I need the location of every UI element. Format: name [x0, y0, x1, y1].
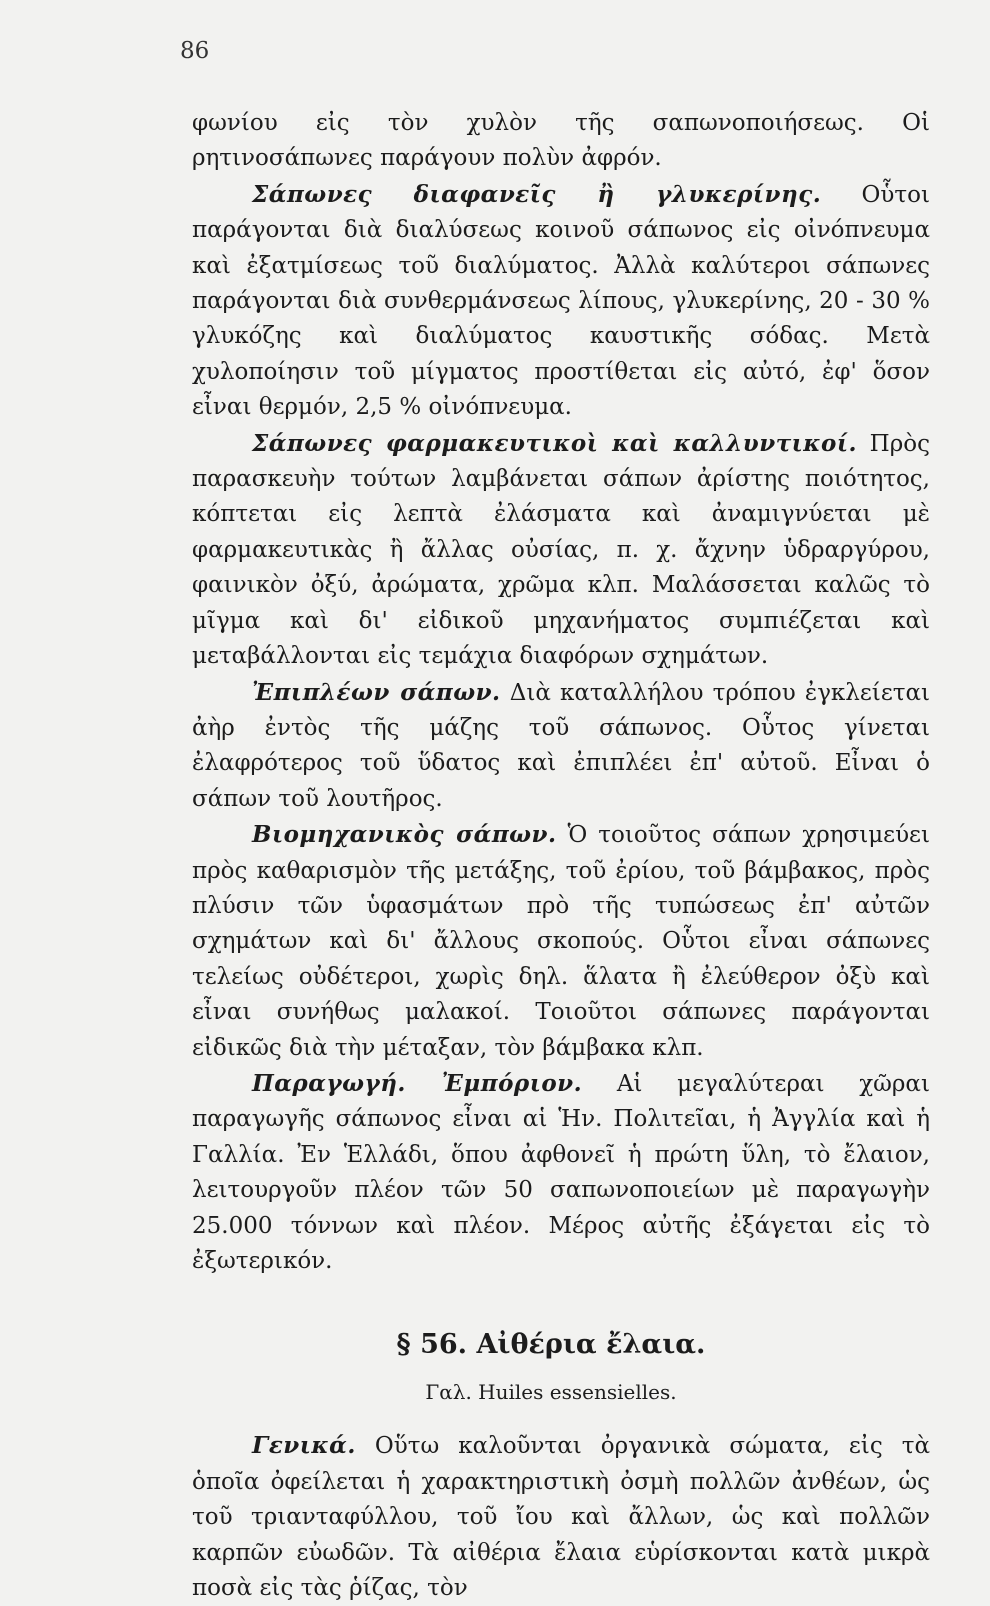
section-subheading: Γαλ. Huiles essensielles.	[425, 1380, 677, 1405]
paragraph-text: Οὗτοι παράγονται διὰ διαλύσεως κοινοῦ σάπωνος εἰς οἰνόπνευμα καὶ ἐξατμίσεως τοῦ διαλύματος. Ἀλλὰ καλύτεροι σάπωνες παράγονται διὰ συνθερμάνσεως λίπους, γλυκερίνης, 20 - 30 % γλυκόζης καὶ διαλύματος καυστικῆς σόδας. Μετὰ χυλοποίησιν τοῦ μίγματος προστίθεται εἰς αὐτό, ἐφ' ὅσον εἶναι θερμόν, 2,5 % οἰνόπνευμα.	[192, 181, 930, 421]
paragraph-lead: Γενικά.	[252, 1432, 356, 1460]
paragraph-text: Διὰ καταλλήλου τρόπου ἐγκλείεται ἀὴρ ἐντὸς τῆς μάζης τοῦ σάπωνος. Οὗτος γίνεται ἐλαφρότερος τοῦ ὕδατος καὶ ἐπιπλέει ἐπ' αὐτοῦ. Εἶναι ὁ σάπων τοῦ λουτῆρος.	[192, 679, 931, 812]
paragraph-transparent-soaps	[192, 177, 930, 426]
paragraph-text: Οὕτω καλοῦνται ὀργανικὰ σώματα, εἰς τὰ ὁποῖα ὀφείλεται ἡ χαρακτηριστικὴ ὀσμὴ πολλῶν ἀνθέων, ὡς τοῦ τριανταφύλλου, τοῦ ἴου καὶ ἄλλων, ὡς καὶ πολλῶν καρπῶν εὐωδῶν. Τὰ αἰθέρια ἔλαια εὑρίσκονται κατὰ μικρὰ ποσὰ εἰς τὰς ῥίζας, τὸν	[192, 1433, 930, 1602]
paragraph-text: Πρὸς παρασκευὴν τούτων λαμβάνεται σάπων ἀρίστης ποιότητος, κόπτεται εἰς λεπτὰ ἐλάσματα καὶ ἀναμιγνύεται μὲ φαρμακευτικὰς ἢ ἄλλας οὐσίας, π. χ. ἄχνην ὑδραργύρου, φαινικὸν ὀξύ, ἀρώματα, χρῶμα κλπ. Μαλάσσεται καλῶς τὸ μῖγμα καὶ δι' εἰδικοῦ μηχανήματος συμπιέζεται καὶ μεταβάλλονται εἰς τεμάχια διαφόρων σχημάτων.	[192, 430, 930, 670]
paragraph-floating-soap	[192, 675, 930, 818]
paragraph-lead: Βιομηχανικὸς σάπων.	[252, 821, 557, 849]
paragraph-continuation	[192, 106, 930, 177]
paragraph-production-trade	[192, 1066, 930, 1279]
section-heading: § 56. Αἰθέρια ἔλαια.	[396, 1329, 706, 1361]
page-number: 86	[180, 38, 210, 64]
paragraph-lead: Παραγωγή. Ἐμπόριον.	[252, 1069, 583, 1097]
paragraph-industrial-soap	[192, 817, 930, 1066]
paragraph-text: Αἱ μεγαλύτεραι χῶραι παραγωγῆς σάπωνος εἶναι αἱ Ἡν. Πολιτεῖαι, ἡ Ἀγγλία καὶ ἡ Γαλλία. Ἐν Ἑλλάδι, ὅπου ἀφθονεῖ ἡ πρώτη ὕλη, τὸ ἔλαιον, λειτουργοῦν πλέον τῶν 50 σαπωνοποιείων μὲ παραγωγὴν 25.000 τόννων καὶ πλέον. Μέρος αὐτῆς ἐξάγεται εἰς τὸ ἐξωτερικόν.	[192, 1070, 930, 1274]
paragraph-lead: Ἐπιπλέων σάπων.	[252, 678, 501, 706]
paragraph-lead: Σάπωνες διαφανεῖς ἢ γλυκερίνης.	[252, 180, 822, 208]
paragraph-text: Ὁ τοιοῦτος σάπων χρησιμεύει πρὸς καθαρισμὸν τῆς μετάξης, τοῦ ἐρίου, τοῦ βάμβακος, πρὸς πλύσιν τῶν ὑφασμάτων πρὸ τῆς τυπώσεως ἐπ' αὐτῶν σχημάτων καὶ δι' ἄλλους σκοπούς. Οὗτοι εἶναι σάπωνες τελείως οὐδέτεροι, χωρὶς δηλ. ἅλατα ἢ ἐλεύθερον ὀξὺ καὶ εἶναι συνήθως μαλακοί. Τοιοῦτοι σάπωνες παράγονται εἰδικῶς διὰ τὴν μέταξαν, τὸν βάμβακα κλπ.	[192, 822, 930, 1061]
paragraph-text: φωνίου εἰς τὸν χυλὸν τῆς σαπωνοποιήσεως. Οἱ ρητινοσάπωνες παράγουν πολὺν ἀφρόν.	[192, 110, 930, 172]
paragraph-general	[192, 1428, 930, 1606]
paragraph-medicinal-soaps	[192, 426, 930, 675]
paragraph-lead: Σάπωνες φαρμακευτικοὶ καὶ καλλυντικοί.	[252, 429, 858, 457]
